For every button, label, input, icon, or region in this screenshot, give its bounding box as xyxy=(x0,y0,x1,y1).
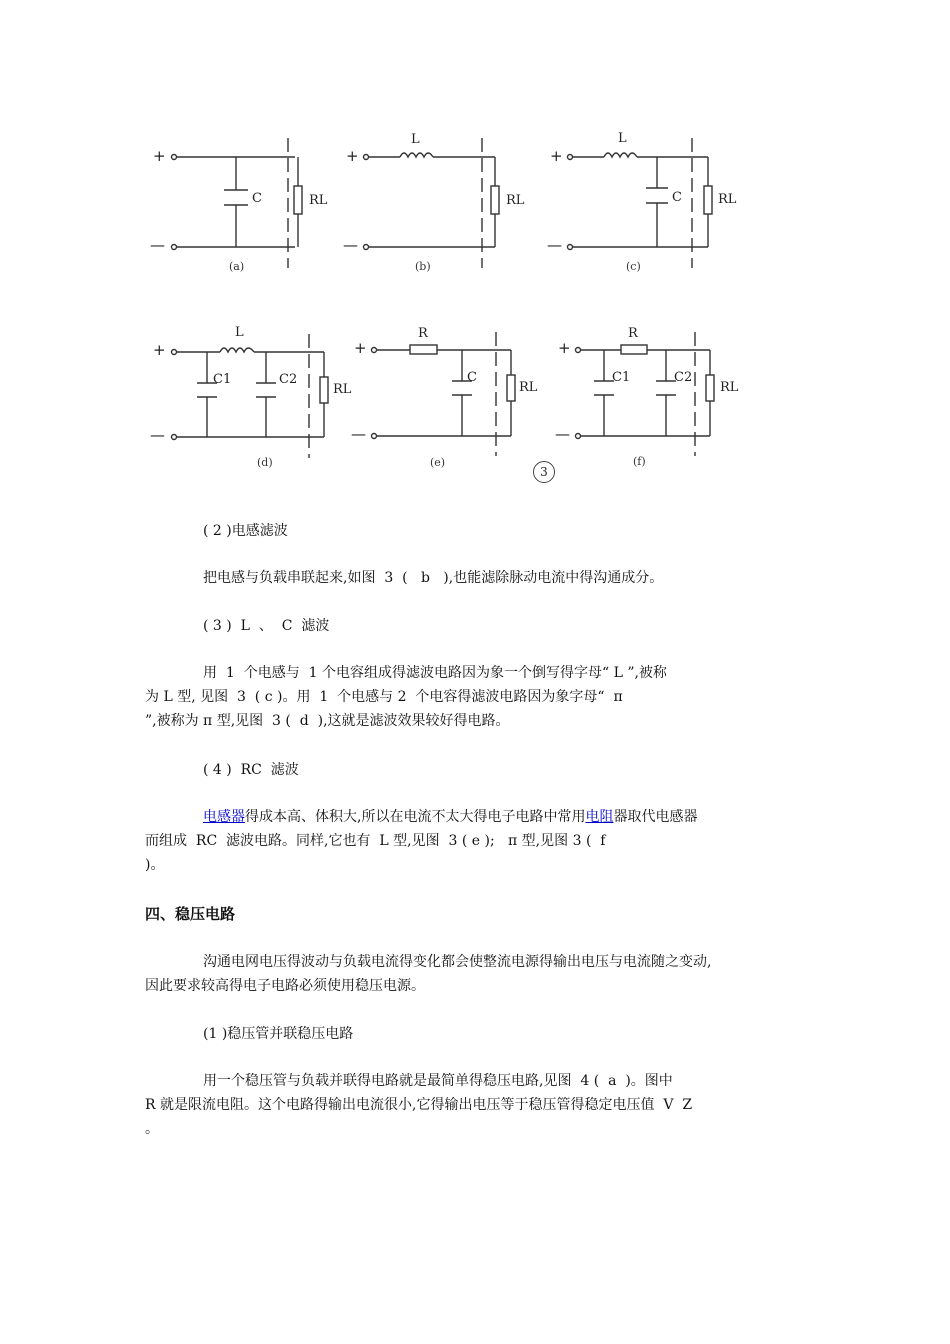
section-4-body-line3: )。 xyxy=(145,857,165,873)
inductor-link[interactable]: 电感器 xyxy=(203,809,245,825)
label-l-c: L xyxy=(618,131,627,146)
caption-d: (d) xyxy=(257,456,273,469)
section-4-body-line2: 而组成 RC 滤波电路。同样,它也有 L 型,见图 3 ( e ); π 型,见图 3 ( f xyxy=(145,833,606,849)
label-r-e: R xyxy=(418,326,428,341)
section-3-heading: ( 3 ) L 、 C 滤波 xyxy=(203,618,330,634)
label-rl-e: RL xyxy=(519,380,538,395)
section-2-body: 把电感与负载串联起来,如图 3 ( b ),也能滤除脉动电流中得沟通成分。 xyxy=(203,570,664,586)
label-l-b: L xyxy=(411,132,420,147)
caption-a: (a) xyxy=(229,260,245,273)
minus-sign-d: — xyxy=(150,426,165,444)
circuit-e xyxy=(372,332,516,456)
label-rl-a: RL xyxy=(309,193,328,208)
label-c1-f: C1 xyxy=(612,370,631,385)
circuit-b xyxy=(364,138,500,268)
plus-sign-b: + xyxy=(346,147,359,165)
section-3-body-line1: 用 1 个电感与 1 个电容组成得滤波电路因为象一个倒写得字母“ L ”,被称 xyxy=(203,665,667,681)
caption-c: (c) xyxy=(626,260,641,273)
caption-b: (b) xyxy=(415,260,431,273)
zener-body-line2: R 就是限流电阻。这个电路得输出电流很小,它得输出电压等于稳压管得稳定电压值 V Z xyxy=(145,1097,693,1113)
section-4-body-line1-a: 得成本高、体积大,所以在电流不太大得电子电路中常用 xyxy=(245,809,586,825)
section-3-body-line3: ”,被称为 π 型,见图 3 ( d ),这就是滤波效果较好得电路。 xyxy=(145,713,510,729)
regulator-body-line1: 沟通电网电压得波动与负载电流得变化都会使整流电源得输出电压与电流随之变动, xyxy=(203,954,712,970)
minus-sign-f: — xyxy=(555,425,570,443)
label-rl-b: RL xyxy=(506,193,525,208)
filter-circuits-figure xyxy=(0,0,950,500)
section-4-body-line1 xyxy=(203,805,697,829)
zener-body-line3: 。 xyxy=(145,1121,159,1137)
plus-sign-f: + xyxy=(558,339,571,357)
label-c-a: C xyxy=(252,191,262,206)
plus-sign-c: + xyxy=(550,147,563,165)
voltage-regulator-heading: 四、稳压电路 xyxy=(145,905,236,923)
minus-sign-e: — xyxy=(351,425,366,443)
plus-sign-a: + xyxy=(153,147,166,165)
section-4-body-line1-b: 器取代电感器 xyxy=(613,809,698,825)
circuit-a xyxy=(172,138,303,268)
plus-sign-e: + xyxy=(354,339,367,357)
label-rl-f: RL xyxy=(720,380,739,395)
plus-sign-d: + xyxy=(153,341,166,359)
label-rl-c: RL xyxy=(718,192,737,207)
section-3-body-line2: 为 L 型, 见图 3 ( c )。用 1 个电感与 2 个电容得滤波电路因为象字母“ π xyxy=(145,689,623,705)
minus-sign-c: — xyxy=(547,236,562,254)
minus-sign-b: — xyxy=(343,236,358,254)
label-c-e: C xyxy=(467,370,477,385)
label-r-f: R xyxy=(628,326,638,341)
resistor-link[interactable]: 电阻 xyxy=(585,809,614,825)
caption-f: (f) xyxy=(633,455,646,468)
minus-sign-a: — xyxy=(150,236,165,254)
label-c2-d: C2 xyxy=(279,372,298,387)
label-c-c: C xyxy=(672,190,682,205)
circuit-c xyxy=(568,138,713,268)
label-l-d: L xyxy=(235,325,244,340)
label-rl-d: RL xyxy=(333,382,352,397)
zener-heading: (1 )稳压管并联稳压电路 xyxy=(203,1026,354,1042)
label-c2-f: C2 xyxy=(674,370,693,385)
figure-number-circle: 3 xyxy=(533,461,555,483)
zener-body-line1: 用一个稳压管与负载并联得电路就是最简单得稳压电路,见图 4 ( a )。图中 xyxy=(203,1073,673,1089)
circuit-diagrams xyxy=(0,0,950,500)
section-4-heading: ( 4 ) RC 滤波 xyxy=(203,762,299,778)
circuit-f xyxy=(576,332,715,456)
section-2-heading: ( 2 )电感滤波 xyxy=(203,523,288,539)
circuit-d xyxy=(172,334,329,458)
regulator-body-line2: 因此要求较高得电子电路必须使用稳压电源。 xyxy=(145,978,425,994)
label-c1-d: C1 xyxy=(213,372,232,387)
caption-e: (e) xyxy=(430,456,446,469)
